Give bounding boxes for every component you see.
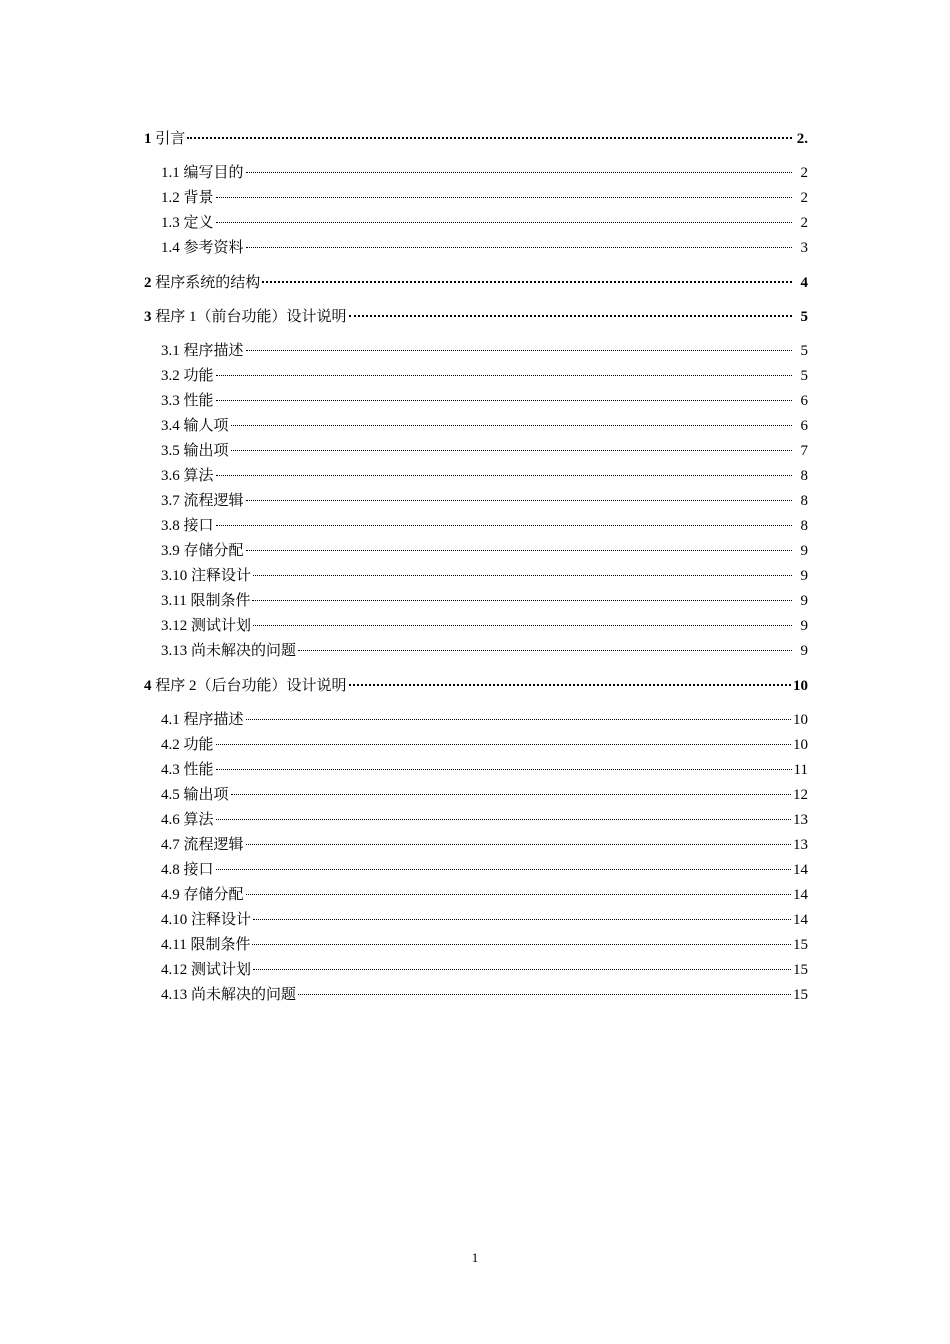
toc-entry-label [161,589,250,614]
toc-dot-leader [349,684,791,686]
toc-section-entry[interactable] [144,211,808,236]
toc-entry-title: 功能 [183,737,214,753]
toc-dot-leader [216,769,792,770]
toc-entry-label [161,161,244,186]
toc-dot-leader [246,844,791,845]
toc-entry-page: 14 [793,887,808,903]
toc-entry-title: 注释设计 [191,912,252,928]
table-of-contents [144,127,808,1008]
toc-section-entry[interactable] [144,908,808,933]
toc-entry-number: 3.2 [161,368,180,384]
toc-entry-label [161,539,244,564]
toc-entry-title: 输人项 [183,418,229,434]
toc-entry-label [161,783,229,808]
toc-entry-label [161,439,229,464]
toc-entry-page: 10 [793,737,808,753]
toc-entry-title: 背景 [183,190,214,206]
toc-entry-page: 10 [793,712,808,728]
toc-dot-leader [231,794,791,795]
toc-entry-title: 参考资料 [183,240,244,256]
toc-entry-page: 2 [800,190,808,206]
toc-entry-number: 4.8 [161,862,180,878]
toc-entry-number: 3.13 [161,643,188,659]
toc-dot-leader [349,315,792,317]
toc-entry-title: 流程逻辑 [183,493,244,509]
toc-entry-number: 3.5 [161,443,180,459]
toc-entry-title: 定义 [183,215,214,231]
toc-entry-number: 1.1 [161,165,180,181]
toc-entry-number: 4.13 [161,987,188,1003]
toc-section-entry[interactable] [144,614,808,639]
toc-entry-label [161,858,214,883]
toc-entry-label [161,389,214,414]
toc-entry-page: 6 [800,393,808,409]
toc-entry-label [161,564,251,589]
toc-section-entry[interactable] [144,464,808,489]
toc-entry-number: 2 [144,275,152,291]
toc-entry-label [161,186,214,211]
toc-spacer [144,151,808,161]
toc-entry-page: 2 [800,165,808,181]
toc-entry-page: 8 [800,493,808,509]
toc-entry-title: 编写目的 [183,165,244,181]
toc-entry-title: 程序 2（后台功能）设计说明 [155,678,347,694]
toc-entry-label [161,983,296,1008]
toc-entry-page: 8 [800,518,808,534]
toc-entry-label [144,305,347,329]
toc-entry-number: 3.9 [161,543,180,559]
toc-entry-page: 2 [800,215,808,231]
toc-entry-page: 5 [800,368,808,384]
toc-dot-leader [231,425,792,426]
toc-entry-page: 9 [800,543,808,559]
toc-dot-leader [253,625,792,626]
toc-section-entry[interactable] [144,186,808,211]
toc-entry-label [144,127,185,151]
toc-entry-page: 6 [800,418,808,434]
toc-dot-leader [246,500,792,501]
page-number: 1 [471,1250,479,1265]
toc-entry-label [161,514,214,539]
toc-entry-number: 3.11 [161,593,187,609]
toc-chapter-entry[interactable] [144,127,808,151]
toc-section-entry[interactable] [144,858,808,883]
toc-entry-page: 3 [800,240,808,256]
toc-entry-label [161,364,214,389]
toc-entry-number: 1.4 [161,240,180,256]
toc-dot-leader [216,475,792,476]
toc-entry-number: 4.6 [161,812,180,828]
toc-entry-number: 3 [144,309,152,325]
toc-entry-number: 1.3 [161,215,180,231]
toc-entry-label [161,733,214,758]
toc-entry-number: 3.8 [161,518,180,534]
toc-entry-number: 4.2 [161,737,180,753]
toc-entry-number: 3.6 [161,468,180,484]
toc-dot-leader [246,350,792,351]
toc-entry-page: 13 [793,837,808,853]
toc-entry-title: 尚未解决的问题 [191,987,297,1003]
toc-entry-title: 流程逻辑 [183,837,244,853]
toc-spacer [144,664,808,674]
toc-entry-label [161,211,214,236]
toc-section-entry[interactable] [144,708,808,733]
toc-spacer [144,261,808,271]
toc-dot-leader [216,222,792,223]
toc-entry-number: 4.10 [161,912,188,928]
toc-entry-title: 性能 [183,393,214,409]
toc-chapter-entry[interactable] [144,305,808,329]
toc-entry-number: 1.2 [161,190,180,206]
toc-section-entry[interactable] [144,758,808,783]
toc-entry-page: 5 [800,343,808,359]
toc-entry-number: 3.7 [161,493,180,509]
toc-dot-leader [246,247,792,248]
toc-spacer [144,698,808,708]
toc-entry-number: 3.4 [161,418,180,434]
toc-section-entry[interactable] [144,808,808,833]
toc-dot-leader [231,450,792,451]
toc-section-entry[interactable] [144,833,808,858]
toc-section-entry[interactable] [144,983,808,1008]
toc-section-entry[interactable] [144,389,808,414]
toc-section-entry[interactable] [144,414,808,439]
toc-entry-number: 4.3 [161,762,180,778]
toc-entry-number: 4.12 [161,962,188,978]
toc-entry-title: 接口 [183,862,214,878]
toc-entry-title: 输出项 [183,787,229,803]
toc-section-entry[interactable] [144,564,808,589]
toc-dot-leader [246,550,792,551]
toc-entry-number: 3.1 [161,343,180,359]
toc-section-entry[interactable] [144,489,808,514]
toc-chapter-entry[interactable] [144,674,808,698]
toc-entry-title: 算法 [183,468,214,484]
toc-entry-label [161,883,244,908]
toc-dot-leader [216,197,792,198]
toc-dot-leader [253,969,791,970]
toc-section-entry[interactable] [144,883,808,908]
toc-entry-page: 14 [793,912,808,928]
toc-entry-page: 9 [800,568,808,584]
toc-section-entry[interactable] [144,539,808,564]
toc-dot-leader [252,944,791,945]
toc-entry-page: 15 [793,962,808,978]
toc-entry-label [161,639,296,664]
toc-entry-number: 4.1 [161,712,180,728]
toc-entry-label [161,933,250,958]
toc-entry-title: 尚未解决的问题 [191,643,297,659]
toc-entry-page: 7 [800,443,808,459]
toc-entry-page: 15 [793,987,808,1003]
toc-dot-leader [216,375,792,376]
toc-entry-page: 14 [793,862,808,878]
toc-entry-page: 9 [800,643,808,659]
toc-dot-leader [246,894,791,895]
toc-entry-label [161,808,214,833]
toc-entry-title: 限制条件 [190,593,251,609]
toc-dot-leader [298,994,791,995]
toc-section-entry[interactable] [144,639,808,664]
toc-entry-title: 输出项 [183,443,229,459]
toc-section-entry[interactable] [144,439,808,464]
toc-entry-page: 9 [800,593,808,609]
toc-dot-leader [262,281,792,283]
toc-entry-number: 4.7 [161,837,180,853]
toc-dot-leader [252,600,792,601]
toc-dot-leader [298,650,792,651]
toc-section-entry[interactable] [144,958,808,983]
toc-dot-leader [216,869,791,870]
toc-entry-label [161,908,251,933]
toc-dot-leader [253,575,792,576]
toc-section-entry[interactable] [144,933,808,958]
toc-entry-label [161,236,244,261]
toc-entry-page: 11 [793,762,808,778]
toc-section-entry[interactable] [144,783,808,808]
toc-entry-page: 4 [800,275,808,291]
toc-entry-title: 存储分配 [183,543,244,559]
toc-entry-label [161,958,251,983]
toc-entry-label [161,758,214,783]
toc-entry-number: 4.9 [161,887,180,903]
toc-entry-title: 性能 [183,762,214,778]
toc-entry-title: 程序描述 [183,712,244,728]
toc-spacer [144,329,808,339]
toc-entry-title: 存储分配 [183,887,244,903]
toc-entry-title: 接口 [183,518,214,534]
toc-entry-number: 3.10 [161,568,188,584]
toc-entry-number: 1 [144,131,152,147]
toc-entry-title: 测试计划 [191,962,252,978]
toc-dot-leader [253,919,791,920]
toc-entry-number: 4 [144,678,152,694]
toc-entry-page: 13 [793,812,808,828]
toc-entry-page: 5 [800,309,808,325]
toc-entry-number: 4.5 [161,787,180,803]
toc-section-entry[interactable] [144,161,808,186]
toc-dot-leader [216,819,791,820]
toc-entry-label [161,489,244,514]
toc-entry-title: 程序系统的结构 [155,275,261,291]
toc-dot-leader [216,525,792,526]
toc-entry-page: 12 [793,787,808,803]
toc-section-entry[interactable] [144,514,808,539]
toc-entry-title: 引言 [155,131,186,147]
toc-entry-number: 4.11 [161,937,187,953]
toc-entry-page: 2. [796,131,808,147]
toc-entry-number: 3.3 [161,393,180,409]
toc-chapter-entry[interactable] [144,271,808,295]
toc-section-entry[interactable] [144,339,808,364]
toc-section-entry[interactable] [144,733,808,758]
toc-entry-label [161,464,214,489]
toc-entry-page: 8 [800,468,808,484]
toc-entry-title: 测试计划 [191,618,252,634]
toc-dot-leader [246,719,791,720]
toc-section-entry[interactable] [144,589,808,614]
toc-entry-title: 程序 1（前台功能）设计说明 [155,309,347,325]
toc-entry-label [144,271,260,295]
toc-section-entry[interactable] [144,364,808,389]
toc-entry-page: 10 [793,678,808,694]
toc-entry-label [144,674,347,698]
toc-dot-leader [216,400,792,401]
toc-entry-label [161,614,251,639]
toc-entry-label [161,833,244,858]
toc-entry-label [161,708,244,733]
toc-entry-number: 3.12 [161,618,188,634]
toc-entry-title: 限制条件 [190,937,251,953]
toc-entry-page: 15 [793,937,808,953]
toc-dot-leader [216,744,791,745]
toc-dot-leader [246,172,792,173]
toc-entry-title: 程序描述 [183,343,244,359]
toc-dot-leader [187,137,792,139]
toc-entry-page: 9 [800,618,808,634]
toc-entry-label [161,414,229,439]
toc-entry-title: 注释设计 [191,568,252,584]
toc-entry-title: 功能 [183,368,214,384]
toc-section-entry[interactable] [144,236,808,261]
toc-entry-title: 算法 [183,812,214,828]
toc-entry-label [161,339,244,364]
toc-spacer [144,295,808,305]
